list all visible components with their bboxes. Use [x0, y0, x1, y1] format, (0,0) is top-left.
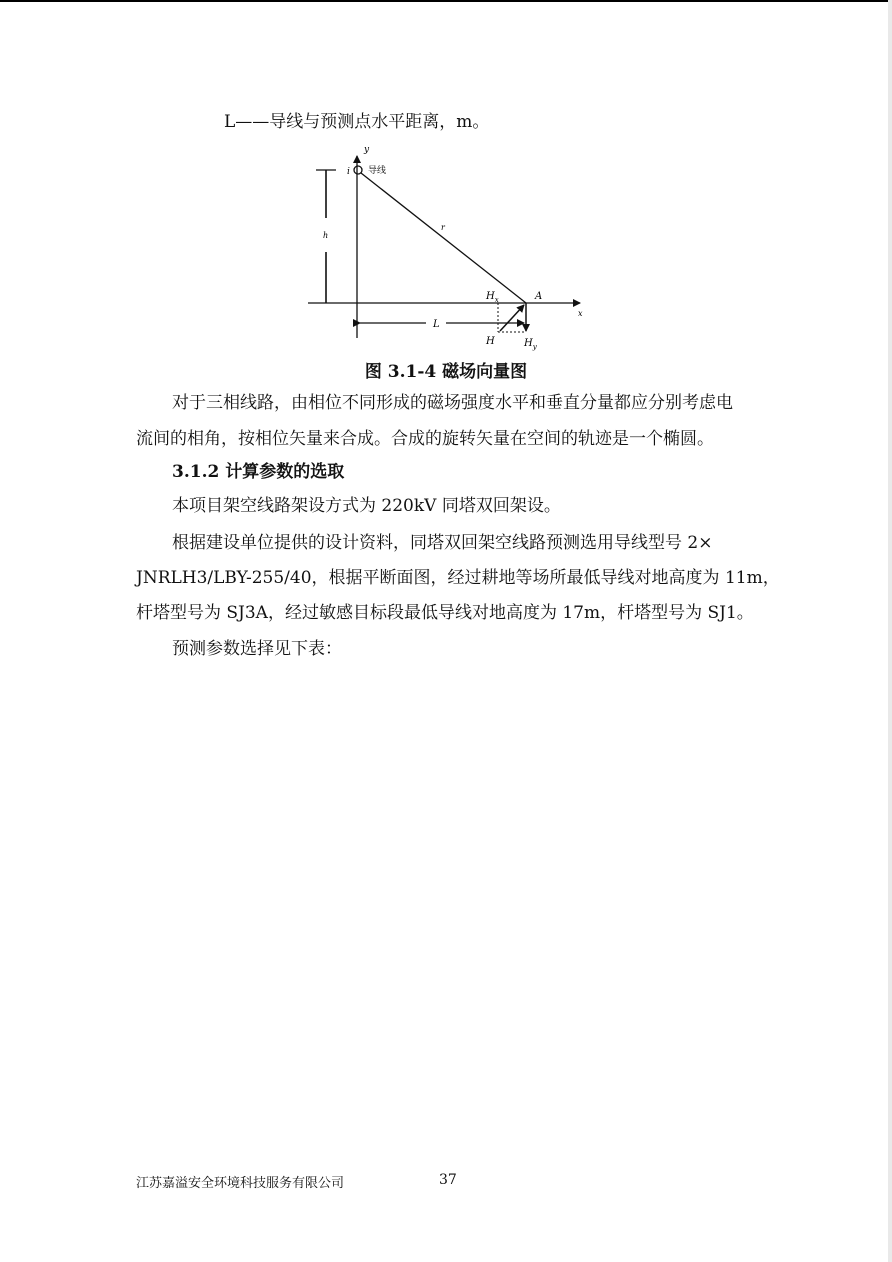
label-h-resultant: H: [486, 336, 495, 347]
label-hy: $H_y$: [524, 338, 537, 351]
label-x: x: [578, 309, 583, 318]
para2: 本项目架空线路架设方式为 220kV 同塔双回架设。: [172, 496, 561, 516]
para1-line2: 流间的相角，按相位矢量来合成。合成的旋转矢量在空间的轨迹是一个椭圆。: [136, 429, 714, 449]
page-right-edge: [888, 0, 892, 1262]
label-hx: $H_x$: [486, 291, 499, 304]
definition-line: L——导线与预测点水平距离，m。: [224, 112, 490, 132]
para3-line2: JNRLH3/LBY-255/40，根据平断面图，经过耕地等场所最低导线对地高度为 11m，: [136, 568, 780, 588]
label-a: A: [535, 291, 543, 302]
label-y: y: [364, 145, 370, 155]
h-resultant: [500, 305, 524, 331]
para3-line3: 杆塔型号为 SJ3A，经过敏感目标段最低导线对地高度为 17m，杆塔型号为 SJ1。: [136, 603, 754, 623]
para3-line1: 根据建设单位提供的设计资料，同塔双回架空线路预测选用导线型号 2×: [172, 533, 713, 553]
para1-line1: 对于三相线路，由相位不同形成的磁场强度水平和垂直分量都应分别考虑电: [172, 393, 733, 413]
label-l: L: [433, 319, 440, 330]
figure-caption: 图 3.1-4 磁场向量图: [364, 362, 528, 382]
distance-line-r: [361, 173, 526, 303]
label-r: r: [441, 223, 445, 232]
label-i: i: [347, 167, 350, 177]
footer-page-number: 37: [439, 1172, 457, 1188]
label-conductor: 导线: [368, 166, 387, 176]
para4: 预测参数选择见下表：: [172, 639, 342, 659]
label-h: h: [323, 231, 329, 240]
footer-company: 江苏嘉溢安全环境科技服务有限公司: [136, 1176, 345, 1191]
magnetic-field-vector-diagram: [300, 142, 590, 354]
section-heading: 3.1.2 计算参数的选取: [172, 462, 345, 482]
page-top-border: [0, 0, 892, 2]
conductor-circle: [354, 166, 362, 174]
